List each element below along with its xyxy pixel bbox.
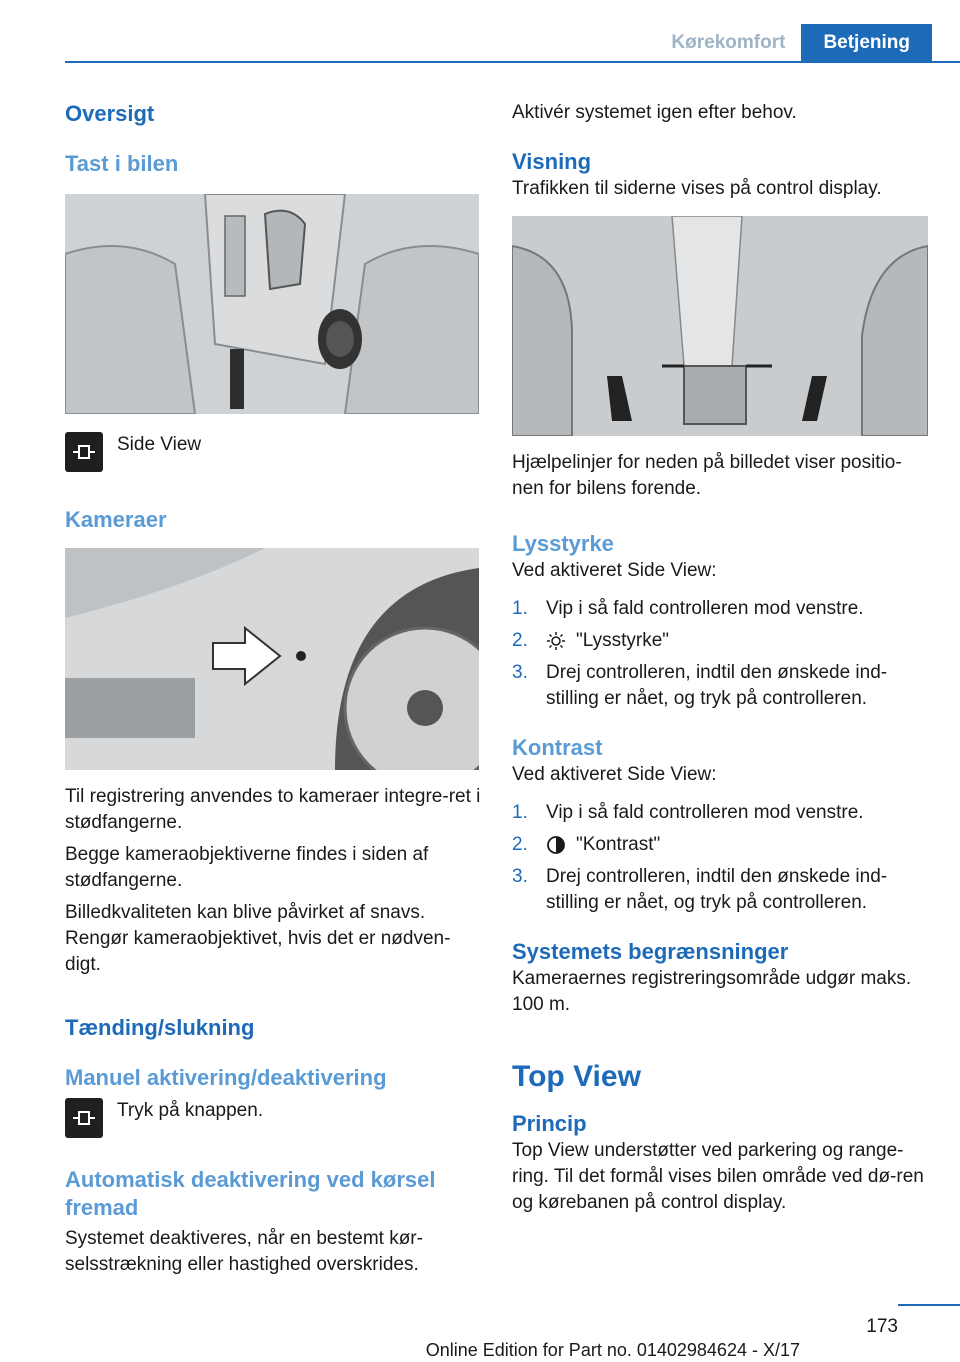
heading-princip: Princip bbox=[512, 1111, 587, 1136]
list-item: 2. "Lysstyrke" bbox=[512, 630, 670, 651]
header-rule bbox=[65, 61, 960, 63]
heading-lysstyrke: Lysstyrke bbox=[512, 531, 614, 556]
left-column bbox=[65, 100, 481, 1278]
side-view-button-icon bbox=[65, 432, 103, 472]
heading-kontrast: Kontrast bbox=[512, 735, 603, 760]
heading-manuel: Manuel aktivering/deaktivering bbox=[65, 1065, 387, 1090]
right-column bbox=[512, 100, 928, 1216]
heading-tast: Tast i bilen bbox=[65, 151, 179, 176]
list-item: 3. Drej controlleren, indtil den ønskede ind-stilling er nået, og tryk på controlleren. bbox=[512, 866, 888, 913]
para-auto: Systemet deaktiveres, når en bestemt kør-selsstrækning eller hastighed overskrides. bbox=[65, 1228, 423, 1275]
tab-betjening[interactable]: Betjening bbox=[801, 24, 932, 62]
para-visning: Trafikken til siderne vises på control display. bbox=[512, 178, 882, 199]
para-begraensninger: Kameraernes registreringsområde udgør maks. 100 m. bbox=[512, 968, 912, 1015]
list-lysstyrke bbox=[512, 596, 928, 712]
photo-display bbox=[512, 216, 928, 436]
list-item: 1. Vip i så fald controlleren mod venstre. bbox=[512, 598, 864, 619]
list-item: 1. Vip i så fald controlleren mod venstre. bbox=[512, 802, 864, 823]
side-view-button-row bbox=[65, 432, 481, 472]
para-kameraer-3: Billedkvaliteten kan blive påvirket af snavs. Rengør kameraobjektivet, hvis det er nødven-digt. bbox=[65, 902, 451, 975]
list-kontrast bbox=[512, 800, 928, 916]
side-view-label: Side View bbox=[117, 434, 202, 455]
para-hjaelp: Hjælpelinjer for neden på billedet viser positio-nen for bilens forende. bbox=[512, 452, 902, 499]
para-aktiver: Aktivér systemet igen efter behov. bbox=[512, 102, 797, 123]
heading-begraensninger: Systemets begrænsninger bbox=[512, 939, 789, 964]
side-view-button-icon bbox=[65, 1098, 103, 1138]
header-tabs bbox=[655, 24, 932, 62]
photo-camera bbox=[65, 548, 479, 770]
para-kameraer-1: Til registrering anvendes to kameraer integre-ret i stødfangerne. bbox=[65, 786, 481, 833]
heading-taending: Tænding/slukning bbox=[65, 1015, 255, 1040]
para-kontrast: Ved aktiveret Side View: bbox=[512, 764, 717, 785]
heading-oversigt: Oversigt bbox=[65, 101, 155, 126]
list-item: 2. "Kontrast" bbox=[512, 834, 661, 855]
heading-auto: Automatisk deaktivering ved kørsel fremad bbox=[65, 1167, 436, 1220]
para-lysstyrke: Ved aktiveret Side View: bbox=[512, 560, 717, 581]
manuel-button-row bbox=[65, 1098, 481, 1138]
photo-console bbox=[65, 194, 479, 414]
page-number: 173 bbox=[866, 1316, 898, 1337]
para-kameraer-2: Begge kameraobjektiverne findes i siden af stødfangerne. bbox=[65, 844, 429, 891]
list-item: 3. Drej controlleren, indtil den ønskede ind-stilling er nået, og tryk på controlleren. bbox=[512, 662, 888, 709]
footer-rule bbox=[898, 1304, 960, 1306]
heading-kameraer: Kameraer bbox=[65, 507, 167, 532]
manuel-label: Tryk på knappen. bbox=[117, 1100, 264, 1121]
edition-text: Online Edition for Part no. 01402984624 - X/17 bbox=[425, 1340, 800, 1360]
heading-top-view: Top View bbox=[512, 1060, 641, 1093]
heading-visning: Visning bbox=[512, 149, 592, 174]
para-princip: Top View understøtter ved parkering og range-ring. Til det formål vises bilen område ved dø-ren og kørebanen på control display. bbox=[512, 1140, 924, 1213]
brightness-icon bbox=[546, 631, 566, 651]
tab-korekomfort[interactable]: Kørekomfort bbox=[671, 32, 786, 53]
contrast-icon bbox=[546, 835, 566, 855]
